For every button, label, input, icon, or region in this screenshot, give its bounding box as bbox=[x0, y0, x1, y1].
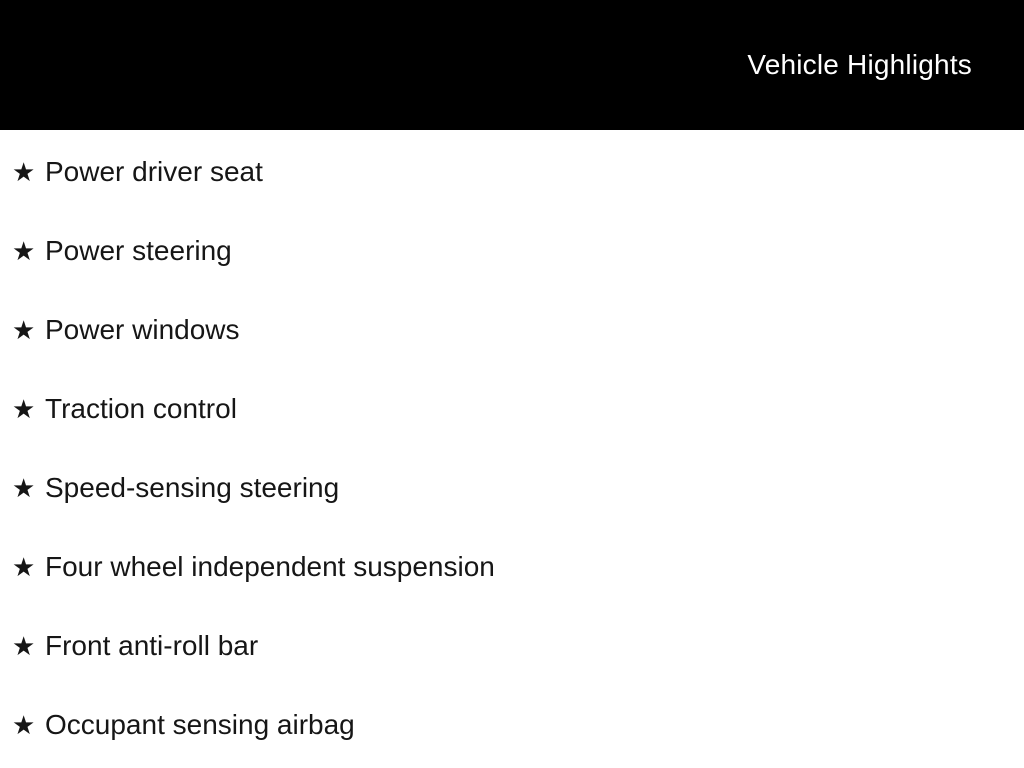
star-icon: ★ bbox=[12, 314, 36, 345]
list-item bbox=[12, 211, 1024, 290]
list-item-label: Traction control bbox=[45, 392, 237, 424]
list-item-label: Front anti-roll bar bbox=[45, 629, 259, 661]
star-icon: ★ bbox=[12, 393, 36, 424]
star-icon: ★ bbox=[12, 472, 36, 503]
list-item bbox=[12, 685, 1024, 764]
list-item-label: Occupant sensing airbag bbox=[45, 708, 355, 740]
list-item-label: Four wheel independent suspension bbox=[45, 550, 495, 582]
list-item bbox=[12, 527, 1024, 606]
list-item bbox=[12, 132, 1024, 211]
list-item-label: Power steering bbox=[45, 234, 232, 266]
list-item-label: Power driver seat bbox=[45, 155, 263, 187]
list-item bbox=[12, 606, 1024, 685]
list-item-label: Speed-sensing steering bbox=[45, 471, 340, 503]
highlights-list bbox=[0, 130, 1024, 764]
header-bar bbox=[0, 0, 1024, 130]
star-icon: ★ bbox=[12, 235, 36, 266]
star-icon: ★ bbox=[12, 156, 36, 187]
star-icon: ★ bbox=[12, 551, 36, 582]
list-item-label: Power windows bbox=[45, 313, 240, 345]
star-icon: ★ bbox=[12, 630, 36, 661]
list-item bbox=[12, 448, 1024, 527]
list-item bbox=[12, 369, 1024, 448]
page-title: Vehicle Highlights bbox=[747, 49, 972, 80]
list-item bbox=[12, 290, 1024, 369]
star-icon: ★ bbox=[12, 709, 36, 740]
